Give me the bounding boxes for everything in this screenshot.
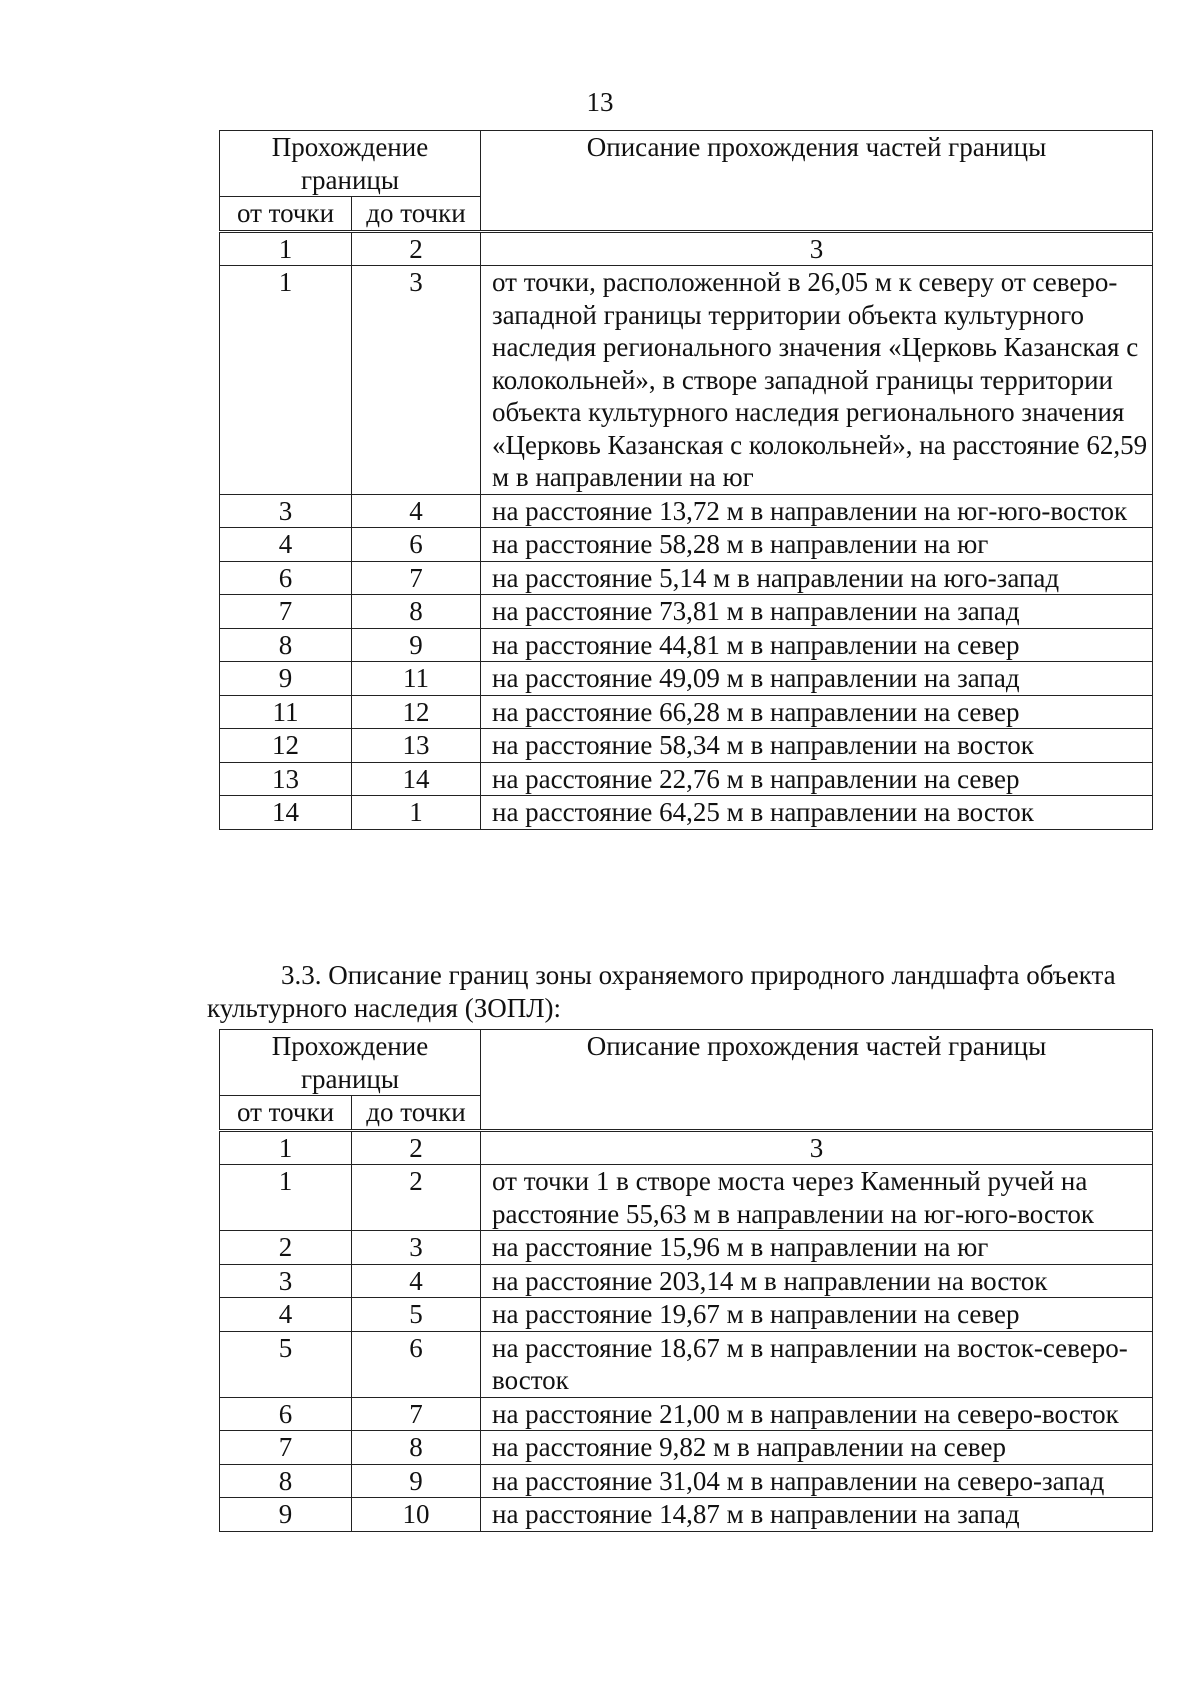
description-cell: на расстояние 203,14 м в направлении на восток (481, 1264, 1153, 1298)
to-point-header: до точки (352, 1096, 481, 1131)
from-point-cell: 9 (220, 1498, 352, 1532)
from-point-header: от точки (220, 197, 352, 232)
description-column-header: Описание прохождения частей границы (481, 1030, 1153, 1131)
to-point-cell: 4 (352, 1264, 481, 1298)
table-row (220, 1298, 1153, 1332)
to-point-cell: 10 (352, 1498, 481, 1532)
table-row (220, 1231, 1153, 1265)
description-cell: на расстояние 73,81 м в направлении на запад (481, 595, 1153, 629)
from-point-cell: 3 (220, 1264, 352, 1298)
to-point-cell: 6 (352, 1331, 481, 1397)
from-point-cell: 13 (220, 762, 352, 796)
to-point-cell: 7 (352, 561, 481, 595)
table-row (220, 628, 1153, 662)
from-point-cell: 5 (220, 1331, 352, 1397)
from-point-cell: 8 (220, 1464, 352, 1498)
description-cell: на расстояние 22,76 м в направлении на север (481, 762, 1153, 796)
table-row (220, 561, 1153, 595)
to-point-cell: 8 (352, 1431, 481, 1465)
description-cell: на расстояние 49,09 м в направлении на запад (481, 662, 1153, 696)
description-cell: на расстояние 13,72 м в направлении на юг-юго-восток (481, 494, 1153, 528)
from-point-cell: 1 (220, 266, 352, 495)
table-row (220, 1431, 1153, 1465)
description-cell: на расстояние 44,81 м в направлении на север (481, 628, 1153, 662)
column-number-3: 3 (481, 1130, 1153, 1165)
from-point-cell: 9 (220, 662, 352, 696)
to-point-cell: 13 (352, 729, 481, 763)
description-cell: от точки 1 в створе моста через Каменный ручей на расстояние 55,63 м в направлении на юг-юго-восток (481, 1165, 1153, 1231)
table-row (220, 1397, 1153, 1431)
description-cell: на расстояние 31,04 м в направлении на северо-запад (481, 1464, 1153, 1498)
column-group-header: Прохождение границы (220, 1030, 481, 1096)
section-3-3-heading: 3.3. Описание границ зоны охраняемого природного ландшафта объекта культурного наследия (ЗОПЛ): (207, 960, 1116, 1023)
from-point-cell: 14 (220, 796, 352, 830)
table-2-body (220, 1165, 1153, 1532)
from-point-cell: 11 (220, 695, 352, 729)
table-row (220, 595, 1153, 629)
table-row (220, 266, 1153, 495)
description-cell: на расстояние 19,67 м в направлении на север (481, 1298, 1153, 1332)
from-point-cell: 4 (220, 528, 352, 562)
table-1-body (220, 266, 1153, 830)
table-row (220, 695, 1153, 729)
table-row (220, 1498, 1153, 1532)
column-number-2: 2 (352, 1130, 481, 1165)
to-point-cell: 9 (352, 628, 481, 662)
table-row (220, 796, 1153, 830)
from-point-header: от точки (220, 1096, 352, 1131)
table-row (220, 1264, 1153, 1298)
from-point-cell: 7 (220, 595, 352, 629)
description-cell: на расстояние 58,28 м в направлении на юг (481, 528, 1153, 562)
to-point-cell: 3 (352, 1231, 481, 1265)
from-point-cell: 6 (220, 1397, 352, 1431)
to-point-cell: 3 (352, 266, 481, 495)
column-number-3: 3 (481, 231, 1153, 266)
to-point-cell: 11 (352, 662, 481, 696)
table-row (220, 1165, 1153, 1231)
description-cell: на расстояние 5,14 м в направлении на юго-запад (481, 561, 1153, 595)
to-point-cell: 6 (352, 528, 481, 562)
table-row (220, 528, 1153, 562)
description-cell: на расстояние 64,25 м в направлении на восток (481, 796, 1153, 830)
table-row (220, 762, 1153, 796)
from-point-cell: 6 (220, 561, 352, 595)
to-point-cell: 1 (352, 796, 481, 830)
description-cell: на расстояние 9,82 м в направлении на север (481, 1431, 1153, 1465)
to-point-cell: 4 (352, 494, 481, 528)
from-point-cell: 3 (220, 494, 352, 528)
to-point-cell: 9 (352, 1464, 481, 1498)
page-number: 13 (586, 87, 614, 117)
description-cell: на расстояние 18,67 м в направлении на восток-северо-восток (481, 1331, 1153, 1397)
from-point-cell: 7 (220, 1431, 352, 1465)
from-point-cell: 8 (220, 628, 352, 662)
description-cell: от точки, расположенной в 26,05 м к северу от северо-западной границы территории объекта культурного наследия регионального значения «Церковь Казанская с колокольней», в створе западной границы территории объекта культурного наследия регионального значения «Церковь Казанская с колокольней», на расстояние 62,59 м в направлении на юг (481, 266, 1153, 495)
to-point-cell: 2 (352, 1165, 481, 1231)
to-point-cell: 7 (352, 1397, 481, 1431)
boundary-table-1 (219, 130, 1153, 830)
column-group-header: Прохождение границы (220, 131, 481, 197)
table-row (220, 1331, 1153, 1397)
table-row (220, 729, 1153, 763)
column-number-1: 1 (220, 231, 352, 266)
from-point-cell: 4 (220, 1298, 352, 1332)
to-point-cell: 12 (352, 695, 481, 729)
to-point-cell: 5 (352, 1298, 481, 1332)
column-number-2: 2 (352, 231, 481, 266)
description-cell: на расстояние 21,00 м в направлении на северо-восток (481, 1397, 1153, 1431)
table-row (220, 494, 1153, 528)
column-number-1: 1 (220, 1130, 352, 1165)
description-cell: на расстояние 66,28 м в направлении на север (481, 695, 1153, 729)
from-point-cell: 12 (220, 729, 352, 763)
table-row (220, 1464, 1153, 1498)
to-point-cell: 8 (352, 595, 481, 629)
description-cell: на расстояние 58,34 м в направлении на восток (481, 729, 1153, 763)
description-cell: на расстояние 15,96 м в направлении на юг (481, 1231, 1153, 1265)
description-column-header: Описание прохождения частей границы (481, 131, 1153, 232)
boundary-table-2 (219, 1029, 1153, 1532)
description-cell: на расстояние 14,87 м в направлении на запад (481, 1498, 1153, 1532)
from-point-cell: 1 (220, 1165, 352, 1231)
table-row (220, 662, 1153, 696)
from-point-cell: 2 (220, 1231, 352, 1265)
to-point-cell: 14 (352, 762, 481, 796)
to-point-header: до точки (352, 197, 481, 232)
